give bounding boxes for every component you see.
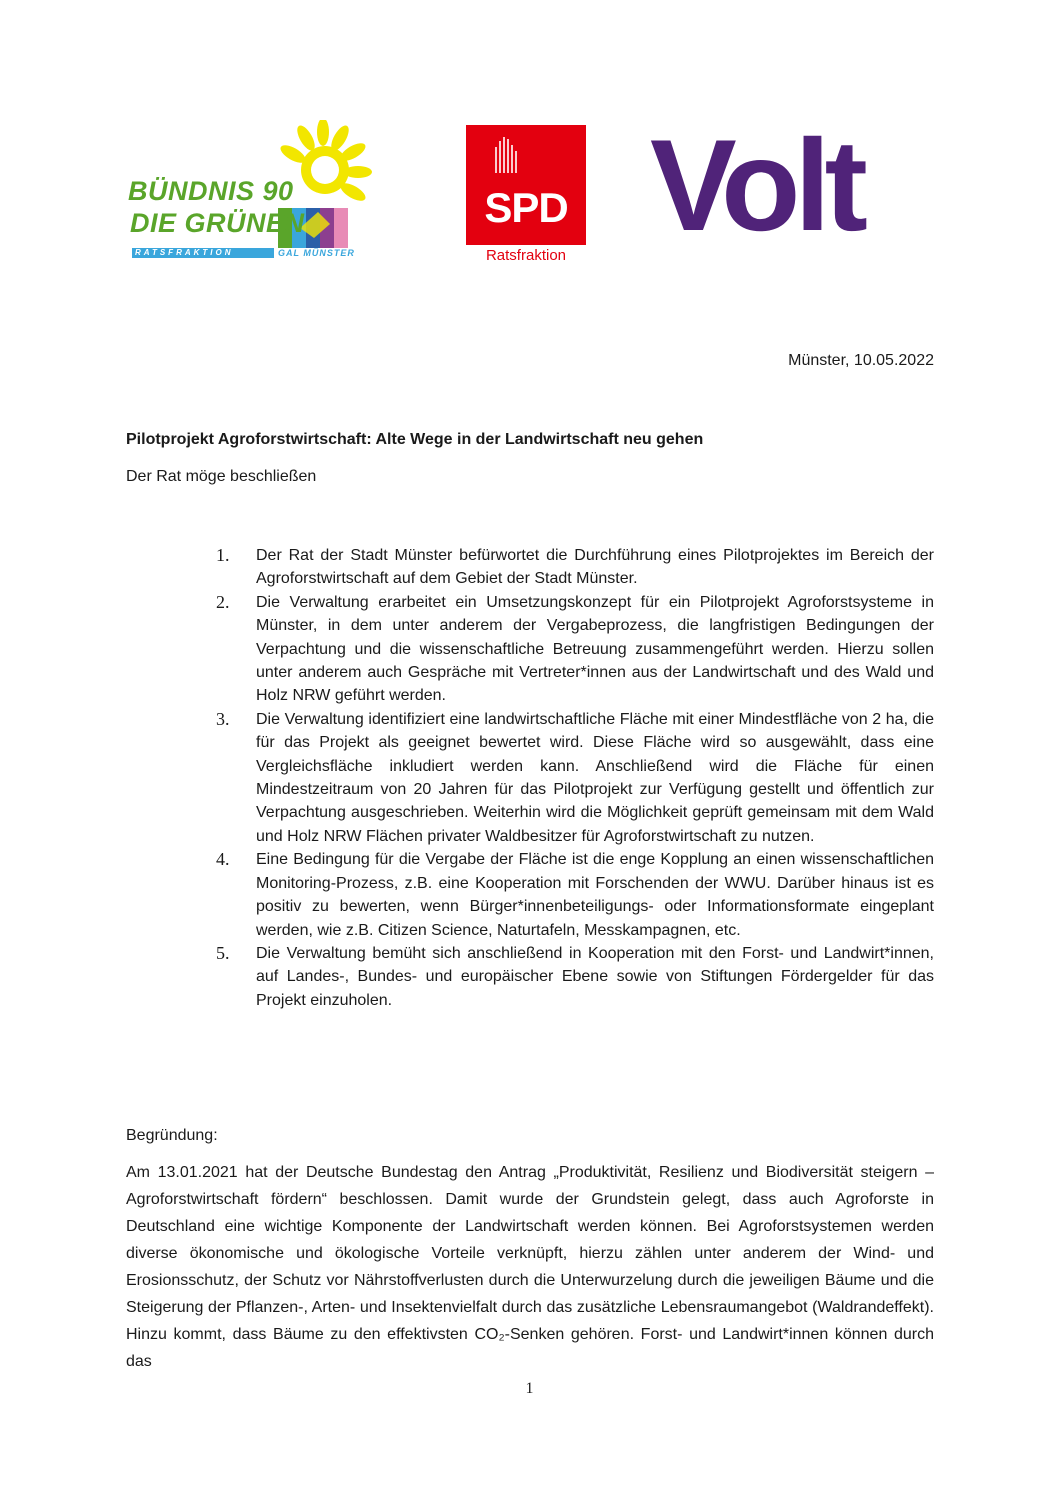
document-title: Pilotprojekt Agroforstwirtschaft: Alte Wege in der Landwirtschaft neu gehen <box>126 431 704 448</box>
list-item-number: 3. <box>216 708 230 729</box>
list-item-number: 5. <box>216 942 230 963</box>
volt-logo <box>650 112 950 258</box>
page-number: 1 <box>525 1380 534 1397</box>
motion-list <box>216 544 934 1012</box>
gruene-logo <box>128 120 373 260</box>
list-item-number: 2. <box>216 591 230 612</box>
gruene-line1: BÜNDNIS 90 <box>128 176 294 206</box>
list-item <box>216 591 934 708</box>
spd-logo <box>466 125 586 265</box>
reasoning-heading: Begründung: <box>126 1127 218 1144</box>
list-item-text: Die Verwaltung erarbeitet ein Umsetzungskonzept für ein Pilotprojekt Agroforstsysteme in Münster, in dem unter anderem der Vergabeprozess, die langfristigen Bedingungen der Verpachtung und die wissenschaftliche Betreuung zusammengeführt werden. Hierzu sollen unter anderem auch Gespräche mit Vertreter*innen aus der Landwirtschaft und des Wald und Holz NRW geführt werden. <box>256 593 934 705</box>
reasoning-paragraph: Am 13.01.2021 hat der Deutsche Bundestag den Antrag „Produktivität, Resilienz und Biodiversität steigern – Agroforstwirtschaft fördern“ beschlossen. Damit wurde der Grundstein gelegt, dass auch Agroforste in Deutschland eine wichtige Komponente der Landwirtschaft werden können. Bei Agroforstsystemen werden diverse ökonomische und ökologische Vorteile verknüpft, hierzu zählen unter anderem der Wind- und Erosionsschutz, der Schutz vor Nährstoffverlusten durch die Unterwurzelung durch die jeweiligen Bäume und die Steigerung der Pflanzen-, Arten- und Insektenvielfalt durch das zusätzliche Lebensraumangebot (Waldrandeffekt). Hinzu kommt, dass Bäume zu den effektivsten CO₂-Senken gehören. Forst- und Landwirt*innen können durch das <box>126 1164 934 1370</box>
spd-word: SPD <box>484 184 568 231</box>
gruene-sub: GAL MÜNSTER <box>278 248 355 258</box>
list-item <box>216 848 934 942</box>
list-item <box>216 544 934 591</box>
list-item <box>216 942 934 1012</box>
document-date: Münster, 10.05.2022 <box>788 352 934 369</box>
gruene-bar: RATSFRAKTION <box>132 248 274 258</box>
spd-box <box>466 125 586 245</box>
gruene-line2: DIE GRÜNEN <box>130 208 305 238</box>
list-item-number: 4. <box>216 849 230 870</box>
list-item-text: Eine Bedingung für die Vergabe der Fläche ist die enge Kopplung an einen wissenschaftlichen Monitoring-Prozess, z.B. eine Kooperation mit Forschenden der WWU. Darüber hinaus ist es positiv zu bewerten, wenn Bürger*innenbeteiligungs- oder Informationsformate eingeplant werden, wie z.B. Citizen Science, Naturtafeln, Messkampagnen, etc. <box>256 851 934 939</box>
resolution-intro: Der Rat möge beschließen <box>126 468 317 485</box>
list-item-text: Die Verwaltung identifiziert eine landwirtschaftliche Fläche mit einer Mindestfläche von 2 ha, die für das Projekt als geeignet bewertet wird. Diese Fläche wird so ausgewählt, dass eine Vergleichsfläche inkludiert werden kann. Anschließend wird die Fläche für einen Mindestzeitraum von 20 Jahren für das Pilotprojekt zur Verfügung gestellt und öffentlich zur Verpachtung ausgeschrieben. Weiterhin wird die Möglichkeit geprüft gemeinsam mit dem Wald und Holz NRW Flächen privater Waldbesitzer für Agroforstwirtschaft zu nutzen. <box>256 710 934 845</box>
list-item <box>216 708 934 848</box>
organ-pipes-icon <box>466 125 586 185</box>
list-item-text: Der Rat der Stadt Münster befürwortet die Durchführung eines Pilotprojektes im Bereich der Agroforstwirtschaft auf dem Gebiet der Stadt Münster. <box>256 547 934 588</box>
list-item-number: 1. <box>216 545 230 565</box>
spd-sub: Ratsfraktion <box>485 247 567 264</box>
volt-word: Volt <box>650 112 862 258</box>
list-item-text: Die Verwaltung bemüht sich anschließend in Kooperation mit den Forst- und Landwirt*innen, auf Landes-, Bundes- und europäischer Ebene sowie von Stiftungen Fördergelder für das Projekt einzuholen. <box>256 944 934 1009</box>
